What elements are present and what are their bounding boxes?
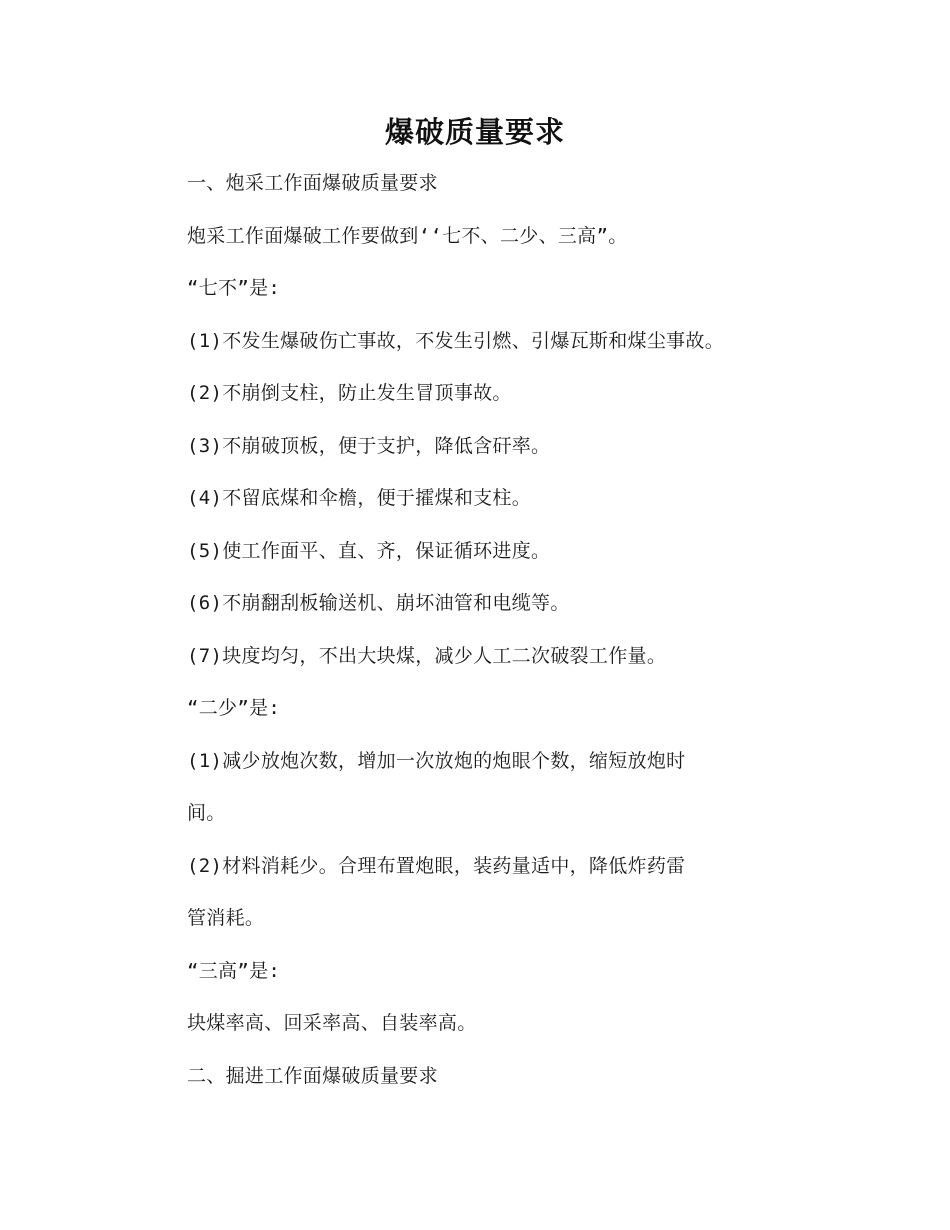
list-item: (7)块度均匀，不出大块煤，减少人工二次破裂工作量。: [187, 645, 667, 667]
list-item: (2)材料消耗少。合理布置炮眼，装药量适中，降低炸药雷: [187, 855, 686, 877]
document-title: 爆破质量要求: [384, 115, 565, 149]
list-item: (1)减少放炮次数，增加一次放炮的炮眼个数，缩短放炮时: [187, 750, 686, 772]
paragraph-line: 炮采工作面爆破工作要做到‘‘七不、二少、三高”。: [187, 225, 628, 247]
list-item: (1)不发生爆破伤亡事故，不发生引燃、引爆瓦斯和煤尘事故。: [187, 330, 725, 352]
section-heading-1: 一、炮采工作面爆破质量要求: [187, 172, 438, 194]
subheading-ershao: “二少”是:: [187, 697, 281, 719]
list-item: (5)使工作面平、直、齐，保证循环进度。: [187, 540, 551, 562]
list-item: (2)不崩倒支柱，防止发生冒顶事故。: [187, 382, 512, 404]
list-item-continuation: 管消耗。: [187, 907, 265, 929]
list-item: (3)不崩破顶板，便于支护，降低含矸率。: [187, 435, 551, 457]
list-item: (4)不留底煤和伞檐，便于攉煤和支柱。: [187, 487, 532, 509]
subheading-sangao: “三高”是:: [187, 960, 281, 982]
paragraph-line: 块煤率高、回采率高、自装率高。: [187, 1012, 477, 1034]
list-item: (6)不崩翻刮板输送机、崩坏油管和电缆等。: [187, 592, 570, 614]
list-item-continuation: 间。: [187, 802, 226, 824]
section-heading-2: 二、掘进工作面爆破质量要求: [187, 1065, 438, 1087]
subheading-qibu: “七不”是:: [187, 277, 281, 299]
